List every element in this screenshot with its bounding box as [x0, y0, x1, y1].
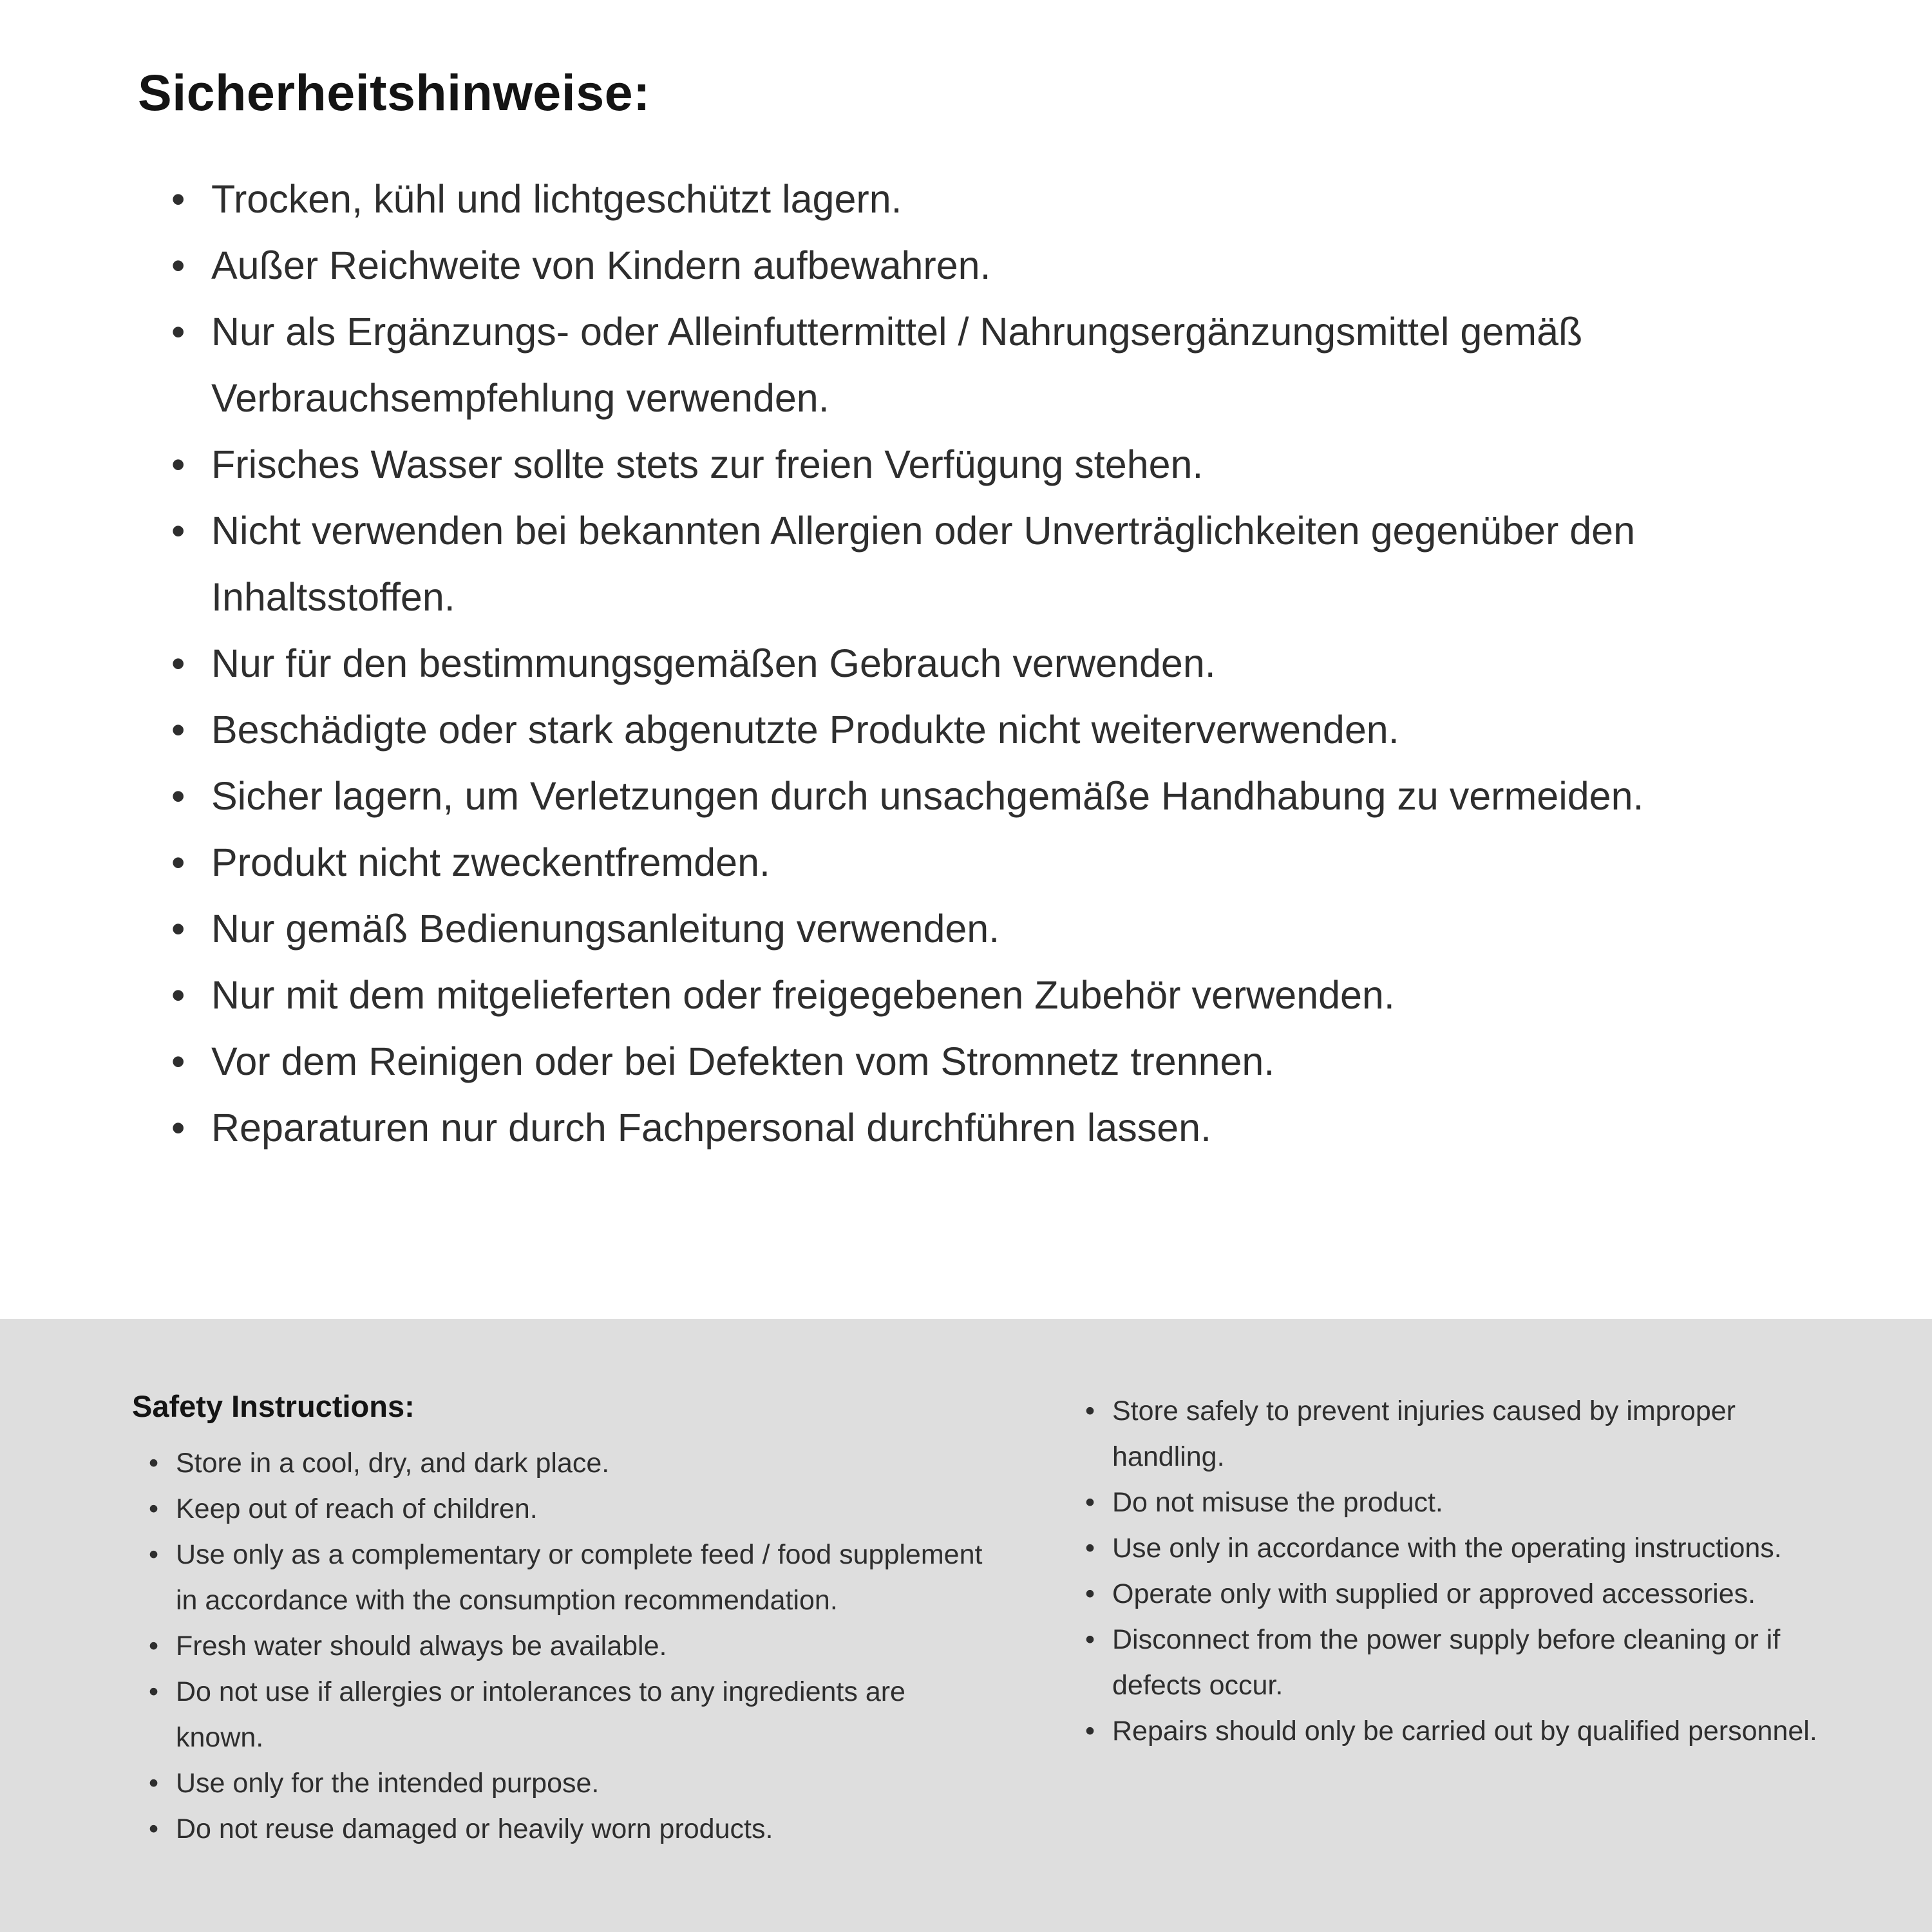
list-item-text: Produkt nicht zweckentfremden.	[211, 840, 770, 884]
list-item-text: Frisches Wasser sollte stets zur freien Verfügung stehen.	[211, 442, 1204, 486]
list-item	[1085, 1617, 1848, 1709]
english-instructions-list-right	[1085, 1388, 1848, 1754]
list-item-text: Außer Reichweite von Kindern aufbewahren.	[211, 243, 991, 287]
list-item	[171, 299, 1835, 431]
english-section-title: Safety Instructions:	[132, 1389, 415, 1423]
bullet-icon: •	[171, 243, 185, 287]
bullet-icon: •	[1085, 1533, 1095, 1564]
list-item	[1085, 1526, 1848, 1571]
list-item-text: Vor dem Reinigen oder bei Defekten vom Stromnetz trennen.	[211, 1039, 1275, 1083]
bullet-icon: •	[171, 177, 185, 221]
bullet-icon: •	[149, 1768, 159, 1799]
english-section	[0, 1319, 1932, 1932]
list-item-text: Trocken, kühl und lichtgeschützt lagern.	[211, 177, 902, 221]
list-item-text: Do not use if allergies or intolerances to any ingredients are known.	[176, 1676, 905, 1753]
list-item-text: Nur für den bestimmungsgemäßen Gebrauch verwenden.	[211, 641, 1216, 685]
bullet-icon: •	[171, 1106, 185, 1150]
list-item-text: Disconnect from the power supply before cleaning or if defects occur.	[1112, 1624, 1781, 1701]
list-item-text: Store safely to prevent injuries caused by improper handling.	[1112, 1396, 1736, 1472]
bullet-icon: •	[149, 1676, 159, 1707]
bullet-icon: •	[149, 1631, 159, 1662]
list-item-text: Nur als Ergänzungs- oder Alleinfuttermittel / Nahrungsergänzungsmittel gemäß Verbrauchsempfehlung verwenden.	[211, 310, 1583, 420]
list-item-text: Use only in accordance with the operating instructions.	[1112, 1533, 1782, 1564]
bullet-icon: •	[1085, 1578, 1095, 1609]
german-instructions-list	[171, 166, 1835, 1161]
list-item	[171, 232, 1835, 299]
list-item	[171, 1095, 1835, 1161]
list-item	[171, 1028, 1835, 1095]
bullet-icon: •	[171, 310, 185, 354]
bullet-icon: •	[171, 973, 185, 1017]
bullet-icon: •	[171, 442, 185, 486]
bullet-icon: •	[149, 1539, 159, 1570]
english-right-column	[1085, 1388, 1848, 1932]
list-item	[171, 498, 1835, 630]
bullet-icon: •	[1085, 1624, 1095, 1655]
list-item	[171, 697, 1835, 763]
english-left-column	[132, 1388, 989, 1932]
list-item-text: Do not misuse the product.	[1112, 1487, 1443, 1518]
list-item-text: Sicher lagern, um Verletzungen durch unsachgemäße Handhabung zu vermeiden.	[211, 774, 1644, 818]
bullet-icon: •	[171, 1039, 185, 1083]
bullet-icon: •	[171, 641, 185, 685]
list-item	[1085, 1709, 1848, 1754]
bullet-icon: •	[171, 774, 185, 818]
list-item	[149, 1806, 989, 1852]
bullet-icon: •	[171, 840, 185, 884]
list-item-text: Use only as a complementary or complete feed / food supplement in accordance with the consumption recommendation.	[176, 1539, 983, 1616]
list-item-text: Do not reuse damaged or heavily worn products.	[176, 1814, 773, 1844]
list-item	[149, 1486, 989, 1532]
list-item	[171, 630, 1835, 697]
bullet-icon: •	[1085, 1487, 1095, 1518]
list-item	[149, 1624, 989, 1669]
list-item	[171, 896, 1835, 962]
bullet-icon: •	[149, 1493, 159, 1524]
list-item	[149, 1532, 989, 1624]
bullet-icon: •	[171, 708, 185, 752]
bullet-icon: •	[171, 907, 185, 951]
list-item-text: Beschädigte oder stark abgenutzte Produkte nicht weiterverwenden.	[211, 708, 1399, 752]
list-item-text: Repairs should only be carried out by qualified personnel.	[1112, 1716, 1817, 1747]
list-item	[171, 962, 1835, 1028]
list-item	[1085, 1480, 1848, 1526]
bullet-icon: •	[171, 509, 185, 553]
list-item	[171, 763, 1835, 829]
list-item-text: Operate only with supplied or approved accessories.	[1112, 1578, 1756, 1609]
list-item	[171, 166, 1835, 232]
list-item	[171, 829, 1835, 896]
list-item-text: Nur gemäß Bedienungsanleitung verwenden.	[211, 907, 1000, 951]
list-item	[149, 1761, 989, 1806]
bullet-icon: •	[1085, 1716, 1095, 1747]
bullet-icon: •	[149, 1814, 159, 1844]
list-item	[171, 431, 1835, 498]
list-item-text: Store in a cool, dry, and dark place.	[176, 1448, 610, 1479]
german-section-title: Sicherheitshinweise:	[138, 64, 650, 121]
list-item-text: Fresh water should always be available.	[176, 1631, 667, 1662]
bullet-icon: •	[149, 1448, 159, 1479]
english-instructions-list-left	[149, 1441, 989, 1852]
list-item-text: Use only for the intended purpose.	[176, 1768, 600, 1799]
bullet-icon: •	[1085, 1396, 1095, 1426]
list-item	[1085, 1571, 1848, 1617]
list-item-text: Reparaturen nur durch Fachpersonal durchführen lassen.	[211, 1106, 1212, 1150]
list-item-text: Nur mit dem mitgelieferten oder freigegebenen Zubehör verwenden.	[211, 973, 1395, 1017]
list-item-text: Keep out of reach of children.	[176, 1493, 538, 1524]
list-item	[1085, 1388, 1848, 1480]
list-item	[149, 1441, 989, 1486]
list-item	[149, 1669, 989, 1761]
list-item-text: Nicht verwenden bei bekannten Allergien oder Unverträglichkeiten gegenüber den Inhaltsstoffen.	[211, 509, 1636, 619]
